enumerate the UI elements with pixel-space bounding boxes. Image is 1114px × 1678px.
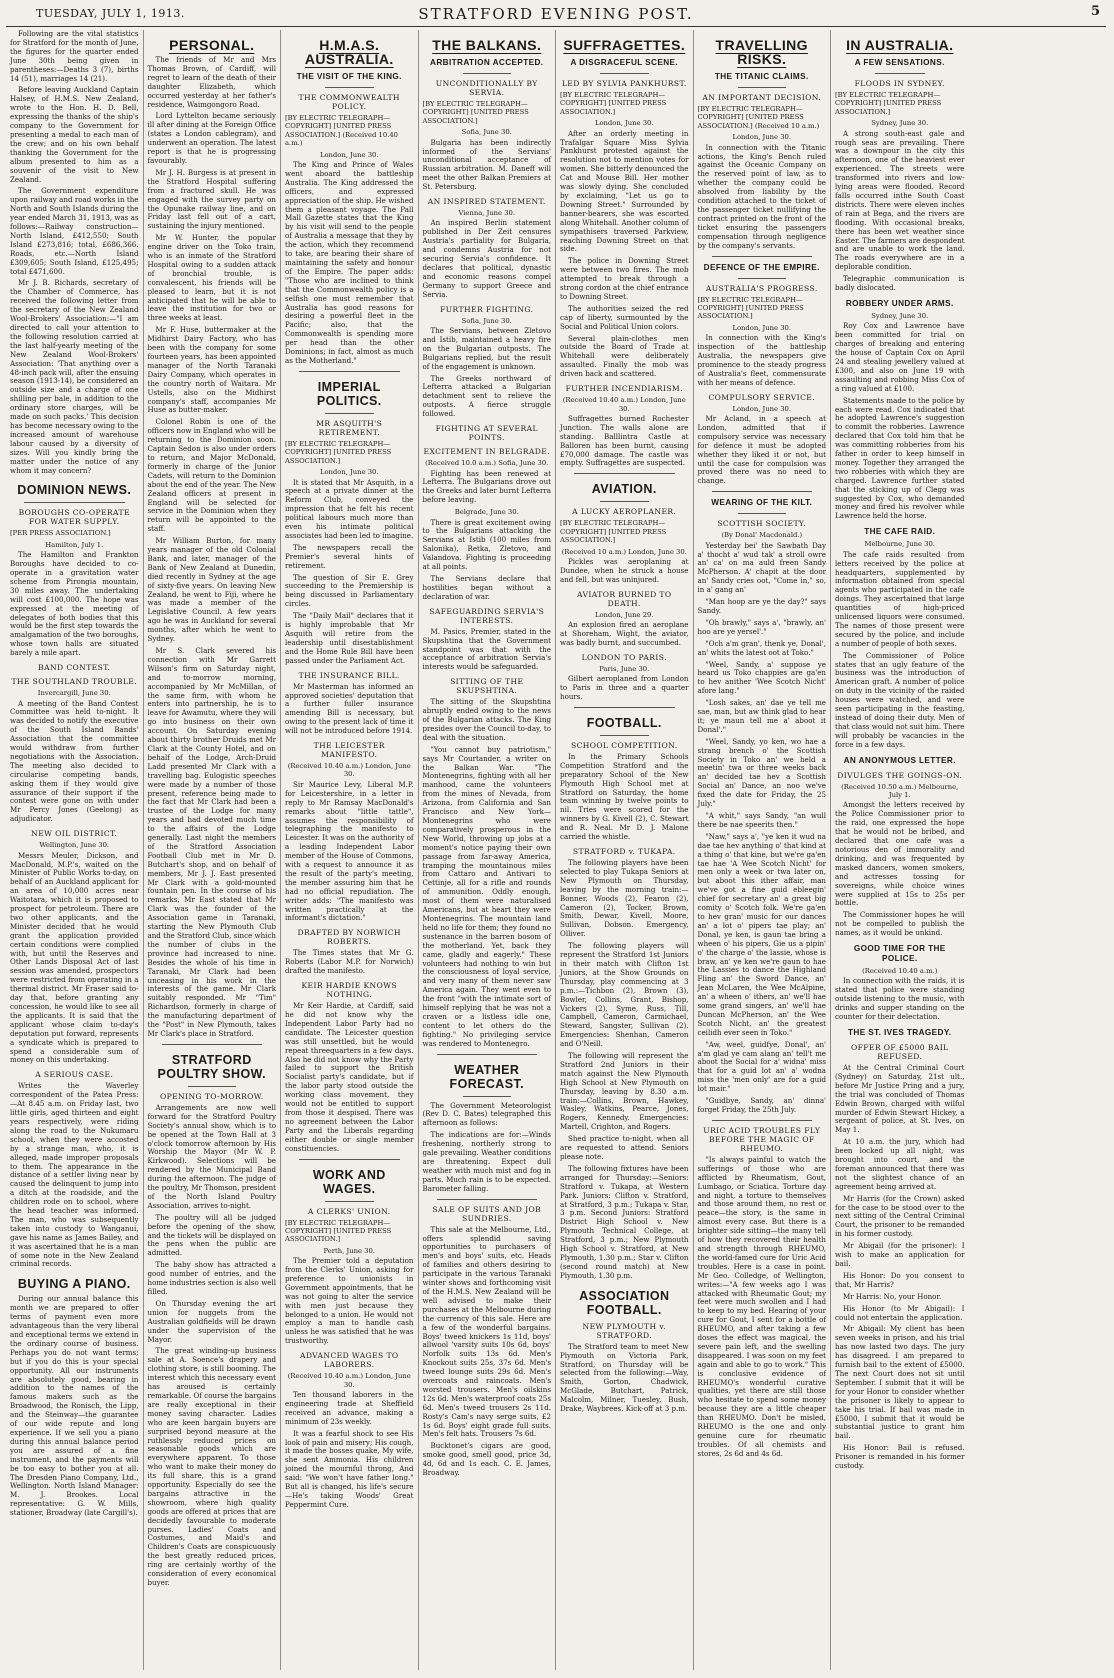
divider [712, 1120, 813, 1121]
article-paragraph: Mr Harris: No, your Honor. [843, 1291, 942, 1301]
article-paragraph: Mr J. B. Richards, secretary of the Chamber of Commerce, has received the following letter from the secretary of the New Zealand Wool-Brokers' Association:—"I am directed to call your attention to the following resolution carried at the last half-yearly meeting of the New Zealand Wool-Brokers' Association: 'That anything over a 48-inch pack will, after the ensuing season (1913-14), be considered an outside size and a charge of one shilling per bale, in addition to the ordinary store charges, will be made on such packs.' This decision has become necessary owing to the increased amount of warehouse labour caused by a diversity of sizes. Will you kindly bring the matter under the notice of any whom it may concern? [10, 278, 139, 475]
subheadline: A DISGRACEFUL SCENE. [570, 58, 679, 67]
paper-name: STRATFORD EVENING POST. [418, 5, 694, 23]
section-heading: FIGHTING AT SEVERAL POINTS. [435, 424, 538, 443]
article-paragraph: His Honor: Do you consent to that, Mr Harris? [835, 1270, 965, 1289]
subheadline: THE TITANIC CLAIMS. [714, 72, 809, 81]
article-paragraph: Pickles was aeroplaning at Dundee, when he struck a house and fell, but was uninjured. [560, 556, 689, 584]
section-heading: COMPULSORY SERVICE. [708, 392, 816, 402]
dateline: London, June 29. [594, 610, 654, 619]
article-paragraph: Fighting has been renewed at Lefterra. The Bulgarians drove out the Greeks and later burnt Lefterra before leaving. [422, 468, 551, 505]
article-paragraph: After an orderly meeting in Trafalgar Square Miss Sylvia Pankhurst protested against the resolution not to mention votes for women. She bitterly denounced the Cat and Mouse Bill. Her mother was slowly dying. She concluded by exclaiming, "Let us go to Downing Street." Surrounded by banner-bearers, she was escorted along Whitehall. Another column of sympathisers traversed Parkview, reaching Downing Street on that side. [560, 128, 689, 254]
wire-credit: [PER PRESS ASSOCIATION.] [10, 529, 111, 538]
section-heading: A CLERKS' UNION. [307, 1206, 391, 1216]
section-heading: EXCITEMENT IN BELGRADE. [423, 447, 550, 457]
article-paragraph: It is stated that Mr Asquith, in a speech at a private dinner at the Reform Club, conveyed the impression that he felt his recent political labours much more than even his intimate political associates had been led to imagine. [285, 477, 414, 540]
subheadline: ROBBERY UNDER ARMS. [845, 298, 954, 308]
column-2 [144, 30, 282, 1670]
section-heading: SAFEGUARDING SERVIA'S INTERESTS. [429, 606, 545, 625]
wire-credit: [BY ELECTRIC TELEGRAPH—COPYRIGHT] [UNITED PRESS ASSOCIATION.] [285, 1218, 392, 1244]
subheadline: WEARING OF THE KILT. [711, 498, 813, 508]
wire-credit: [BY ELECTRIC TELEGRAPH—COPYRIGHT] [UNITED PRESS ASSOCIATION.] [422, 100, 529, 125]
article-paragraph: Shed practice to-night, when all are requested to attend. Seniors please note. [560, 1134, 689, 1161]
section-heading: ADVANCED WAGES TO LABORERS. [299, 1351, 399, 1370]
article-paragraph: Sir Maurice Levy, Liberal M.P. for Leicestershire, in a letter in reply to Mr Ramsay MacDonald's remarks about "little tattle", assumes the responsibility of telegraphing the manifesto to Leicester. It was on the authority of a leading Independent Labor member of the House of Commons, with a request to announce it as the result of the party's meeting, the member assuring him that he had no official repudiation. The writer adds: "The manifesto was written practically at the informant's dictation." [285, 779, 414, 923]
article-paragraph: During our annual balance this month we are prepared to offer terms of payment even more advantageous than the very liberal and exceptional terms we extend in the ordinary course of business. Perhaps you do not want terms; but if you do this is your special opportunity. All our instruments are absolutely good, bearing in addition to the names of the famous makers such as the Broadwood, the Ronisch, the Lipp, and the Steinway—the guarantee of our wide repute and long experience. If we sell you a piano during this annual balance period you are assured of a fine instrument, and the payments will be too easy to bother you at all. The Dresden Piano Company, Ltd., Wellington. North Island Manager: M. J. Brookes. Local representative: G. W. Mills, stationer, Broadway (late Cargill's). [10, 1294, 139, 1518]
section-heading: SCOTTISH SOCIETY. [717, 519, 807, 529]
section-heading: KEIR HARDIE KNOWS NOTHING. [301, 981, 398, 1000]
article-paragraph: The friends of Mr and Mrs Thomas Brown, of Cardiff, will regret to learn of the death of their daughter Elizabeth, which occurred yesterday at her father's residence, Waimgongoro Road. [147, 55, 276, 109]
article-paragraph: Mr Abigail (for the prisoner): I wish to make an application for bail. [835, 1241, 965, 1268]
article-paragraph: "Aw, weel, guidfye, Donal', an' a'm glad ye cam alang an' tell't me aboot the Social for a' widna' miss that for a guid lot an' a' wodna miss the 'men only' are for a guid lot mair." [697, 1039, 826, 1094]
section-heading: MR ASQUITH'S RETIREMENT. [316, 418, 383, 437]
article-paragraph: In the Primary Schools Competition Stratford and the preparatory School of the New Plymouth High School met at Stratford on Saturday, the home team winning by twelve points to nil. Tries were scored for the winners by G. Kivell (2), C. Stewart and R. Neal. Mr D. J. Malone carried the whistle. [560, 751, 689, 842]
article-paragraph: An inspired Berlin statement published in Der Zeit censures Austria's partiality for Bulgaria, and condemns Austria for not securing Servia's confidence. It declares that political, dynastic and economic reasons compel Germany to support Greece and Servia. [422, 218, 551, 299]
columns [6, 30, 1106, 1670]
article-paragraph: The indications are for:—Winds freshening, northerly strong to gale prevailing. Weather conditions are threatening. Expect dull weather with much mist and fog in parts. Much rain is to be expected. Barometer falling. [422, 1130, 551, 1193]
dateline: Sydney, June 30. [871, 311, 929, 320]
headline: WORK AND WAGES. [312, 1167, 386, 1196]
divider [463, 1096, 512, 1097]
article-paragraph: Mr F. Huse, buttermaker at the Midhirst Dairy Factory, who has been with the company for some fourteen years, has been appointed manager of the North Taranaki Dairy Company, which operates in the country north of Waitara. Mr Ustells, also on the Midhirst company's staff, accompanies Mr Huse as butter-maker. [147, 325, 276, 415]
section-heading: AUSTRALIA'S PROGRESS. [705, 283, 818, 293]
article-paragraph: Mr Abigail: My client has been seven weeks in prison, and his trial has now lasted two days. The jury has disagreed. I am prepared to furnish bail to the extent of £5000. The next Court does not sit until September. I submit that it will be for your Honor to consider whether the prisoner is likely to appear to take his trial. If bail was made in £5000, I submit that it would be substantial justice to grant him bail. [835, 1324, 965, 1441]
article-paragraph: Amongst the letters received by the Police Commissioner prior to the raid, one expressed the hope that he would not be bribed, and declared that one cafe was a notorious den of immorality and drinking, and was frequented by masked dancers, women smokers, and actresses tossing for sovereigns, while choice wines were supplied at 15s to 25s per bottle. [835, 800, 965, 908]
divider [600, 501, 649, 502]
dateline: Invercargill, June 30. [37, 689, 111, 698]
article-paragraph: Statements made to the police by each were read. Cox indicated that he adopted Lawrence's suggestion to commit the robberies. Lawrence declared that Cox told him that he was committing robberies from his father in order to keep himself in money. Together they arranged the two robberies with which they are charged. Lawrence further stated that the sticking up of Clegg was suggested by Cox, who demanded money and fired his revolver while Lawrence held the horse. [835, 395, 965, 521]
dateline: Belgrade, June 30. [454, 508, 519, 517]
divider [325, 87, 374, 88]
dateline: London, June 30. [319, 150, 379, 159]
dateline: (Received 10.0 a.m.) Sofia, June 30. [425, 459, 549, 468]
article-paragraph: The following players have been selected to play Tukapa Seniors at New Plymouth on Thursday, leaving by the morning train:—Bonner, Woods (2), Fearon (2), Cameron (2), Tocker, Brown, Smith, Dewar, Kivell, Moore, Sullivan, Dobson. Emergency, Olliver. [560, 858, 689, 939]
section-heading: OPENING TO-MORROW. [159, 1091, 264, 1101]
article-paragraph: The sitting of the Skupshtina abruptly ended owing to the news of the Bulgarian attacks. The King presides over the Council to-day, to deal with the situation. [422, 697, 551, 742]
section-heading: SALE OF SUITS AND JOB SUNDRIES. [432, 1204, 542, 1223]
article-paragraph: "Weel, Sandy, a' suppose ye heard us Toko chappies are ga'en to hev anither 'Wee Scotch Nicht' afore lang." [697, 659, 826, 696]
article-paragraph: His Honor (to Mr Abigail): I could not entertain the application. [835, 1303, 965, 1322]
article-paragraph: Telegraphic communication is badly dislocated. [835, 274, 965, 293]
article-paragraph: The Government Meteorologist (Rev D. C. Bates) telegraphed this afternoon as follows: [422, 1100, 551, 1128]
column-3 [281, 30, 419, 1670]
section-heading: THE COMMONWEALTH POLICY. [298, 93, 400, 111]
headline: AVIATION. [591, 482, 657, 497]
article-paragraph: The Greeks northward of Lefterra attacked a Bulgarian detachment sent to relieve the outposts. A fierce struggle followed. [422, 373, 551, 419]
dateline: Hamilton, July 1. [45, 540, 104, 549]
article-paragraph: Several plain-clothes men outside the Board of Trade at Whitehall were deliberately assaulted. Finally the mob was driven back and scattered. [560, 333, 689, 379]
article-paragraph: M. Pasics, Premier, stated in the Skupshtina that the Government standpoint was that with the acceptance of arbitration Servia's interests would be safeguarded. [422, 626, 551, 672]
column-1 [6, 30, 144, 1670]
section-heading: A SERIOUS CASE. [35, 1070, 114, 1080]
section-heading: STRATFORD v. TUKAPA. [572, 847, 676, 856]
divider [437, 1054, 538, 1055]
column-6 [694, 30, 832, 1670]
section-heading: DRAFTED BY NORWICH ROBERTS. [297, 928, 401, 947]
dateline: (Received 10.40 a.m.) London, June 30. [287, 1372, 411, 1389]
dateline: (By Donal' Macdonald.) [721, 531, 803, 540]
dateline: London, June 30. [594, 119, 654, 128]
divider [600, 73, 649, 74]
divider [188, 1086, 237, 1087]
column-4 [419, 30, 557, 1670]
headline: BUYING A PIANO. [17, 1277, 131, 1292]
article-paragraph: The Commissioner of Police states that an ugly feature of the business was the introduction of American graft. A number of police on duty in the vicinity of the raided houses were watched, and were seen participating in the feasting, instead of doing their duty. Men of that class would not suit him. There will probably be vacancies in the force in a few days. [835, 650, 965, 749]
article-paragraph: It was a fearful shock to see His look of pain and misery; His cough, it made the bosses quake, My wife, she sent Ammonia. His children joined the mournful throng, And said: "We won't have father long." But all is changed, his life's secure—He's taking Woods' Great Peppermint Cure. [285, 1428, 414, 1509]
article-paragraph: His Honor: Bail is refused. Prisoner is remanded in his former custody. [835, 1443, 965, 1471]
article-paragraph: The Commissioner hopes he will not be compelled to publish the names, as it would be unkind. [835, 910, 965, 938]
article-paragraph: The cafe raids resulted from letters received by the police at headquarters, supplemented by information obtained from special agents who participated in the cafe doings. They ascertained that large quantities of high-priced unlicensed liquors were consumed. The names of those present were secured by the police, and include a number of people of both sexes. [835, 549, 965, 648]
article-paragraph: Writes the Waverley correspondent of the Patea Press:—At 8.45 a.m. on Friday last, two little girls, aged thirteen and eight years respectively, were riding along the road to the Nukumaru school, when they were accosted by a strange man, who, it is alleged, made improper proposals to them. The appearance in the distance of a settler living near by caused the delinquent to jump into a ditch at the roadside, and the children rode on to school, where the head teacher was informed. The man, who was subsequently taken into custody to Wanganui, gave his name as James Bailey, and it was ascertained that he is a man of some note in the New Zealand criminal records. [10, 1081, 139, 1269]
article-paragraph: The King and Prince of Wales went aboard the battleship Australia. The King addressed the officers, and expressed appreciation of the ship. He wished them a pleasant voyage. The Pall Mall Gazette states that the King by his visit will send to the people of Australia a message that they by the action, which they recommend to take, are bearing their share of maintaining the safety and honour of the Empire. The paper adds: "Those who are inclined to think that the Commonwealth policy is a selfish one must remember that Australia has good reasons for desiring a powerful fleet in the Pacific; also, that the Commonwealth is spending more per head than the other Dominions; in fact, almost as much as the Motherland." [285, 160, 414, 365]
article-paragraph: The Servians declare that hostilities began without a declaration of war. [422, 573, 551, 601]
page-number: 5 [1090, 4, 1100, 19]
article-paragraph: Mr S. Clark severed his connection with Mr Garrett Wilson's firm on Saturday night, and to-morrow morning, accompanied by Mr McMillan, of the same firm, with whom he enters into partnership, he is to leave for Awamutu, where they will go into business on their own account. On Saturday evening about thirty brother Druids met Mr Clark at the County Hotel, and on behalf of the Lodge, Arch-Druid Ladd presented Mr Clark with a travelling bag. Eulogistic speeches were made by a number of those present, reference being made to the fact that Mr Clark had been a trustee of the Lodge for many years and had devoted much time to the affairs of the Lodge generally. Last night the members of the Stratford Association Football Club met in Mr D. Butchart's shop, and on behalf of members, Mr J. J. East presented Mr Clark with a gold-mounted fountain pen. In the course of his remarks, Mr East stated that Mr Clark was the founder of the Association game in Taranaki, starting the New Plymouth Club and the Stratford Club, since which the number of clubs in the province had increased to nine. Besides the whole of his time in Taranaki, Mr Clark had been unceasing in his work in the interests of the game. Mr Clark suitably responded. Mr "Tim" Richardson, formerly in charge of the manufacturing department of the "Post" in New Plymouth, takes Mr Clark's place in Stratford. [147, 646, 276, 1038]
dateline: Paris, June 30. [599, 664, 650, 673]
divider [325, 413, 374, 414]
article-paragraph: Suffragettes burned Rochester Junction. The walls alone are standing. Balllintra Castle at Balloren has been burnt, causing £70,000 damage. The castle was empty. Suffragettes are suspected. [560, 413, 689, 468]
article-paragraph: Messrs Meuler, Dickson, and MacDonald, M.P.'s, waited on the Minister of Public Works to-day, on behalf of an Auckland applicant for an area of 10,000 acres near Waitotara, which it is proposed to prospect for petroleum. There are two other applicants, and the Minister decided that he would grant the application provided certain conditions were complied with, but until the Reserves and Other Lands Disposal Act of last session was amended, prospectors were restricted from operating in a thermal district. Mr Fraser said to-day that, before granting any concession, he would like to see all the applicants. It is said that the applicant whose claim to-day's deputation put forward, represents a syndicate which is prepared to spend a considerable sum of money on this undertaking. [10, 850, 139, 1065]
dateline: London, June 30. [732, 133, 792, 142]
article-paragraph: The Stratford team to meet New Plymouth on Victoria Park, Stratford, on Thursday will be selected from the following:—Way, Smith, Gorton, Chadwick, McGlade, Butchart, Patrick, Malcolm, Milner, Tuesley, Bush, Drake, Waybrees. Kick-off at 3 p.m. [560, 1341, 689, 1414]
dateline: Wellington, June 30. [39, 841, 110, 850]
wire-credit: [BY ELECTRIC TELEGRAPH—COPYRIGHT] [UNITED PRESS ASSOCIATION.] [835, 91, 942, 116]
headline: TRAVELLING RISKS. [715, 37, 808, 67]
article-paragraph: Mr Acland, in a speech at London, admitted that if compulsory service was necessary for defence it must be adopted whether they liked it or not, but until the case for compulsion was proved there was no need to change. [697, 413, 826, 486]
dateline: Sofia, June 30. [461, 128, 512, 137]
article-paragraph: Arrangements are now well forward for the Stratford Poultry Society's annual show, which is to be opened at the Town Hall at 3 o'clock tomorrow afternoon by His Worship the Mayor (Mr W. P. Kirkwood). Selections will be rendered by the Municipal Band during the afternoon. The judge of the poultry, Mr Thomson, president of the North Island Poultry Association, arrives to-night. [147, 1102, 276, 1210]
section-heading: SCHOOL COMPETITION. [570, 740, 678, 750]
article-paragraph: A meeting of the Band Contest Committee was held to-night. It was decided to notify the executive of the South Island Bands' Association that the committee would withdraw from further negotiations with the Association. The meeting also decided to circularise competing bands, asking them if they would give assurance of their support if the contest were gone on with under Mr Percy Jones (Geelong) as adjudicator. [10, 698, 139, 824]
headline: H.M.A.S. AUSTRALIA. [304, 37, 394, 67]
divider [325, 1201, 374, 1202]
divider [299, 1159, 400, 1160]
divider [574, 707, 675, 708]
section-heading: LED BY SYLVIA PANKHURST. [561, 79, 687, 88]
dateline: (Received 10.50 a.m.) Melbourne, July 1. [841, 782, 959, 800]
column-5 [556, 30, 694, 1670]
divider [600, 735, 649, 736]
article-paragraph: On Thursday evening the art union for nuggets from the Australian goldfields will be drawn under the supervision of the Mayor. [147, 1298, 276, 1344]
article-paragraph: "A whit," says Sandy, "an wull there be nae speerits then." [697, 811, 826, 829]
article-paragraph: Yesterday bei' the Sawbath Day a' thocht a' wud tak' a stroll owre an' ca' on ma auld freen Sandy McPherson. A' chapit at the door an' Sandy cries oot, "Come in," so, in a' gang an' [697, 540, 826, 595]
section-heading: AN IMPORTANT DECISION. [702, 93, 822, 102]
section-heading: THE LEICESTER MANIFESTO. [313, 741, 385, 760]
article-paragraph: Mr J. H. Burgess is at present in the Stratford Hospital suffering from a fractured skull. He was engaged with the survey party on the Opunake railway line, and on Friday last fell out of a cart, sustaining the injury mentioned. [147, 167, 276, 231]
dateline: (Received 10 a.m.) London, June 30. [561, 547, 687, 556]
article-paragraph: "Guidbye, Sandy, an' dinna' forget Friday, the 25th July. [697, 1096, 826, 1114]
section-heading: BAND CONTEST. [38, 663, 111, 673]
dateline: (Received 10.40 a.m.) London, June 30. [287, 762, 411, 779]
article-paragraph: The Government expenditure upon railway and road works in the North and South Islands during the year ended March 31, 1913, was as follows:—Railway construction—North Island, £412,550; South Island £273,816; total, £686,366. Roads, etc.—North Island £309,605; South Island, £125,495; total £471,600. [10, 186, 139, 276]
section-heading: AVIATOR BURNED TO DEATH. [576, 589, 672, 608]
section-heading: LONDON TO PARIS. [581, 652, 667, 662]
article-paragraph: The following fixtures have been arranged for Thursday:—Seniors: Stratford v. Tukapa, at Western Park. Juniors: Clifton v. Stratford, at Stratford, 3 p.m.; Tukapa v. Star, 3 p.m. Second Juniors: Stratford District High School v. New Plymouth Technical College, at Stratford, 3 p.m.; New Plymouth High School v. Stratford, at New Plymouth, 1.30 p.m.; Star v. Clifton (second round match) at New Plymouth, 1.30 p.m. [560, 1163, 689, 1280]
dateline: London, June 30. [732, 404, 792, 413]
article-paragraph: The "Daily Mail" declares that it is highly improbable that Mr Asquith will retire from the leadership until disestablishment and the Home Rule Bill have been passed under the Parliament Act. [285, 611, 414, 665]
article-paragraph: Colonel Robin is one of the officers now in England who will be returning to the Dominion soon. Captain Sedon is also under orders to return, and Major McDonald, formerly in charge of the Junior Cadets, will return to the Dominion about the end of the year. The New Zealand officers at present in England will be selected for service in the Dominion when they return will be appointed to the staff. [147, 417, 276, 534]
divider [24, 502, 125, 503]
article-paragraph: In connection with the King's inspection of the battleship Australia, the newspapers give prominence to the steady progress of Australia's fleet, commensurate with her means of defence. [697, 333, 826, 387]
newspaper-page [6, 4, 1106, 1670]
dateline: Sydney, June 30. [871, 119, 929, 128]
article-paragraph: "Och a'm gran', thenk ye, Donal', an' whits the latest oot at Toko." [697, 638, 826, 657]
headline: PERSONAL. [169, 37, 255, 53]
masthead [6, 4, 1106, 27]
article-paragraph: "Man hoop are ye the day?" says Sandy. [697, 597, 826, 615]
article-paragraph: Roy Cox and Lawrence have been committed for trial on charges of breaking and entering the house of Captain Cox on April 24 and stealing jewellery valued at £300, and also on June 19 with assaulting and robbing Miss Cox of a ring valued at £100. [835, 321, 965, 393]
article-paragraph: "Losh sakes, an' dae ye tell me sae, man, but aw think glad to hear it; ye maun tell me a' aboot it Donal'." [697, 698, 826, 734]
article-paragraph: There is great excitement owing to the Bulgarians attacking the Servians at Istib (100 miles from Salonika), Retka, Zletovo, and Valandova. Fighting is proceeding at all points. [422, 517, 551, 572]
article-paragraph: The baby show has attracted a good number of entries, and the home industries section is also well filled. [147, 1260, 276, 1296]
section-heading: SITTING OF THE SKUPSHTINA. [450, 677, 524, 696]
wire-credit: [BY ELECTRIC TELEGRAPH—COPYRIGHT] [UNITED PRESS ASSOCIATION.] (Received 10.40 a.m.) [285, 114, 398, 148]
article-paragraph: The Servians, between Zletovo and Istib, maintained a heavy fire on the Bulgarian outposts. The Bulgarians replied, but the result of the engagement is unknown. [422, 326, 551, 371]
article-paragraph: Ten thousand laborers in the engineering trade at Sheffield received an advance, making a minimum of 23s weekly. [285, 1390, 414, 1426]
article-paragraph: At 10 a.m. the jury, which had been locked up all night, was brought into court, and the foreman announced that there was not the slightest chance of an agreement being arrived at. [835, 1137, 965, 1191]
subheadline: DEFENCE OF THE EMPIRE. [703, 262, 820, 272]
wire-credit: [BY ELECTRIC TELEGRAPH—COPYRIGHT] [UNITED PRESS ASSOCIATION.] [285, 439, 392, 465]
article-paragraph: Lord Lyttelton became seriously ill after dining at the Foreign Office (states a London cablegram), and underwent an operation. The latest report is that he is progressing favourably. [147, 111, 276, 165]
dateline: London, June 30. [319, 468, 379, 477]
headline: SUFFRAGETTES. [563, 37, 686, 53]
subheadline: AN ANONYMOUS LETTER. [843, 755, 956, 765]
article-paragraph: "Weel, Sandy, yo ken, wo hae a strang brench o' the Scottish Society in Toko an' we held a meetin' twa or three weeks back an' decided tae hev a Scottish Social an' Dance, an noo we've fixed the date for Friday, the 25 July." [697, 736, 826, 809]
wire-credit: [BY ELECTRIC TELEGRAPH—COPYRIGHT] [UNITED PRESS ASSOCIATION.] [697, 295, 804, 321]
section-heading: OFFER OF £5000 BAIL REFUSED. [850, 1042, 949, 1061]
divider [875, 73, 925, 74]
article-paragraph: The police in Downing Street were between two fires. The mob attempted to break through a strong cordon at the chief entrance to Downing Street. [560, 256, 689, 301]
divider [712, 256, 813, 257]
article-paragraph: The following players will represent the Stratford 1st Juniors in their match with Clifton 1st Juniors, at the Show Grounds on Thursday, play commencing at 3 p.m.:—Tichbon (2), Brown (3), Bowler, Collins, Grant, Bishop, Vickers (2), Syme, Russ, Till, Campbell, Cameron, Carmichael, Steward, Sangster, Sullivan (2). Emergencies: Shenhan, Cameron and O'Neill. [560, 941, 689, 1049]
section-heading: FLOODS IN SYDNEY. [854, 79, 945, 88]
article-paragraph: Bucktonet's cigars are good, smoke good, smell good, price 3d, 4d, 6d and 1s each. C. E. James, Broadway. [422, 1441, 551, 1478]
dateline: London, June 30. [732, 323, 792, 332]
section-heading: AN INSPIRED STATEMENT. [427, 197, 546, 207]
article-paragraph: Before leaving Auckland Captain Halsey, of H.M.S. New Zealand, wrote to the Hon. H. D. Bell, expressing the thanks of the ship's company to the Government for presenting a medal to each man of the crew; and on his own behalf thanking the Government for the album presented to him as a souvenir of the visit to New Zealand. [10, 85, 139, 184]
article-paragraph: A strong south-east gale and rough seas are prevailing. There was a downpour in the city this afternoon, one of the heaviest ever experienced. The streets were transformed into rivers and low-lying areas were flooded. Record falls occurred inthe South Coast districts. There were eleven inches of rain at Bega, and the rivers are flooding. With occasional breaks, there has been wet weather since Easter. The farmers are despondent and are unable to work the land. The roads everywhere are in a deplorable condition. [835, 128, 965, 272]
headline: FOOTBALL. [586, 715, 662, 730]
divider [738, 87, 787, 88]
divider [437, 1199, 538, 1200]
subheadline: THE VISIT OF THE KING. [296, 72, 402, 81]
article-paragraph: Mr Harris (for the Crown) asked for the case to be stood over to the next sitting of the Central Criminal Court, the prisoner to be remanded in his former custody. [835, 1193, 965, 1239]
divider [574, 473, 675, 474]
subheadline: A FEW SENSATIONS. [854, 58, 945, 67]
divider [738, 278, 787, 279]
headline: IN AUSTRALIA. [846, 37, 954, 53]
subheadline: GOOD TIME FOR THE POLICE. [853, 944, 946, 964]
subheadline: ARBITRATION ACCEPTED. [430, 58, 544, 67]
article-paragraph: "Oh brawly," says a', "brawly, an' hoo are ye yersel'." [697, 617, 826, 636]
wire-credit: [BY ELECTRIC TELEGRAPH—COPYRIGHT] [UNITED PRESS ASSOCIATION.] (Received 10 a.m.) [697, 105, 820, 130]
article-paragraph: Mr Masterman has informed an approved societies' deputation that a further fuller insurance amending Bill is necessary, but owing to the present lack of time it will not be introduced before 1914. [285, 681, 414, 736]
wire-credit: [BY ELECTRIC TELEGRAPH—COPYRIGHT] [UNITED PRESS ASSOCIATION.] [560, 91, 667, 116]
article-paragraph: In connection with the raids, it is stated that police were standing outside listening to the music, with drinks and supper standing on the counter for their delectation. [835, 976, 965, 1022]
divider [162, 1044, 263, 1045]
article-paragraph: In connection with the Titanic actions, the King's Bench ruled against the Oceanic Company on the reserved point of law, as to whether the company could be absolved from liability by the condition attached to the ticket of the passenger ticket nullifying the contract printed on the front of the ticket ensuring the passengers compensation through negligence by the company's servants. [697, 142, 826, 250]
section-heading: URIC ACID TROUBLES FLY BEFORE THE MAGIC OF RHEUMO. [703, 1125, 821, 1153]
article-paragraph: The Hamilton and Frankton Boroughs have decided to co-operate in a gravitation water scheme from Pirongia mountain, 30 miles away. The undertaking will cost £100,000. The hope was expressed at the meeting of delegates of both bodies that this would be the first step towards the amalgamation of the two boroughs, whose town halls are situated barely a mile apart. [10, 550, 139, 658]
section-heading: FURTHER FIGHTING. [440, 304, 534, 314]
article-paragraph: Following are the vital statistics for Stratford for the month of June, the figures for the quarter ended June 30th being given in parentheses:—Deaths 3 (7), births 14 (51), marriages 14 (21). [10, 30, 139, 83]
section-heading: A LUCKY AEROPLANER. [572, 507, 677, 517]
section-heading: THE SOUTHLAND TROUBLE. [11, 677, 138, 687]
article-paragraph: Mr Keir Hardie, at Cardiff, said he did not know why the Independent Labor Party had no candidate. The Leicester question was still unsettled, but he would repeat threequarters in a few days. Also he did not know why the Party failed to support the British Socialist party's candidate, but if the labor party stood outside the working class movement, they would not be entitled to support from those it despised. There was no agreement between the Labor Party and the Liberals regarding either double or single member constituencies. [285, 1001, 414, 1153]
column-7 [831, 30, 969, 1670]
headline: THE BALKANS. [432, 37, 542, 53]
article-paragraph: "Naw," says a', "ye ken it wud na dae tae hev anything o' that kind at a thing o' that kine, but we're ga'en tae hae 'A Wee Scotch Nicht' for men only a week or twa later on, but aboot this ither affair, man we've got a fine guid ebleegin' chief for secretary an' a great big comity o' Scotch folk. We're ga'en to hev gran' music for our dances an' a lot o' pipers tae play; an' Donal, ye ken, is gaun tae bring a wheen o' his pipers, Gie us a pipin' o' the charge o' the lassie, whose is braw, an' ye ken we're gaun to hae the Lassies to dance the Highland Fling an' the Sword Dance, an' Jean McLaren, the Wee McAlpine, an' a wheen o' ithers, an' we'll hae some grand singers, an' we'll hae Duncan McPherson, an' the Wee Scotch Nicht, an' the greatest ceilidh ever seen in Toko." [697, 831, 826, 1037]
section-heading: NEW OIL DISTRICT. [31, 829, 118, 839]
wire-credit: [BY ELECTRIC TELEGRAPH—COPYRIGHT] [UNITED PRESS ASSOCIATION.] [560, 519, 667, 545]
dateline: Sofia, June 30. [461, 316, 512, 325]
article-paragraph: Mr W. Hunter, the popular engine driver on the Toko train, who is an inmate of the Stratford Hospital owing to a sudden attack of bronchial trouble, is convalescent, his friends will be pleased to learn, but it is not anticipated that he will be able to leave the institution for two or three weeks at least. [147, 233, 276, 323]
article-paragraph: Gilbert aeroplaned from London to Paris in three and a quarter hours. [560, 674, 689, 702]
headline: DOMINION NEWS. [17, 483, 132, 498]
section-heading: FURTHER INCENDIARISM. [565, 384, 683, 394]
dateline: (Received 10.40 a.m.) [862, 967, 938, 976]
article-paragraph: The question of Sir E. Grey succeeding to the Premiership is being discussed in Parliamentary circles. [285, 572, 414, 609]
divider [463, 73, 512, 74]
article-paragraph: The newspapers recall the Premier's several hints of retirement. [285, 542, 414, 570]
article-paragraph: The great winding-up business sale at A. Soence's drapery and clothing store, is still booming. The interest which this necessary event has aroused is certainly remarkable. Of course the bargains are really exceptional in their money saving character. Ladies who are keen bargain buyers are surprised beyond measure at the ruthlessly reduced prices on seasonable goods which are everywhere apparent. To those who want to make their money do its full share, this is a grand opportunity. Especially do see the bargains attractive in the showroom, where high quality goods are offered at prices that are decidedly favourable to moderate purses. Ladies' Coats and Costumes, and Maid's and Children's Coats are conspicuously the best greatly reduced prices, ring are certainly worthy of the consideration of every economical buyer. [147, 1346, 276, 1587]
article-paragraph: The Premier told a deputation from the Clerks' Union, asking for preference to unionists in Government appointments, that he was not going to alter the service with men just because they belonged to a union. He would not employ a man to handle cash unless he was satisfied that he was trustworthy. [285, 1256, 414, 1346]
subheadline: THE CAFE RAID. [864, 527, 936, 537]
divider [738, 513, 787, 514]
article-paragraph: The following will represent the Stratford 2nd Juniors in their match against the New Plymouth High School at New Plymouth on Thursday, leaving by 8.30 a.m. train:—Collins, Brown, Hawkey, Wasley, Watkins, Pearce, Jones, Rogers, Kennedy. Emergencies: Martell, Crighton, and Rogers. [560, 1051, 689, 1132]
headline: WEATHER FORECAST. [449, 1062, 524, 1091]
section-heading: DIVULGES THE GOINGS-ON. [837, 770, 963, 780]
subheadline: THE ST. IVES TRAGEDY. [848, 1027, 952, 1037]
section-heading: NEW PLYMOUTH v. STRATFORD. [582, 1321, 666, 1340]
headline: ASSOCIATION FOOTBALL. [579, 1288, 670, 1317]
dateline: Perth, June 30. [323, 1246, 375, 1255]
article-paragraph: An explosion fired an aeroplane at Shoreham, Wight, the aviator, was badly burnt, and succumbed. [560, 620, 689, 647]
article-paragraph: Mr William Burton, for many years manager of the old Colonial Bank, and later, manager of the Bank of New Zealand at Dunedin, died recently in Sydney at the age of sixty-five years. On leaving New Zealand, he went to Fiji, where he was made a member of the Legislative Council. A few years ago he was in Auckland for several months, after which he went to Sydney. [147, 536, 276, 644]
headline: STRATFORD POULTRY SHOW. [157, 1052, 266, 1081]
article-paragraph: The poultry will all be judged before the opening of the show, and the tickets will be displayed on the pens when the public are admitted. [147, 1212, 276, 1258]
divider [712, 491, 813, 492]
article-paragraph: At the Central Criminal Court (Sydney) on Saturday, 21st ult., before Mr Justice Pring and a jury, the trial was concluded of Thomas Edwin Brown, charged with wilful murder of Edwin Stewart Hickey, a sergeant of police, at St. Ives, on May 1. [835, 1062, 965, 1135]
article-paragraph: This sale at the Melbourne, Ltd., offers splendid saving opportunities to purchasers of men's and boys' suits, etc. Heads of families and others desiring to participate in the various Taranaki winter shows and forthcoming visit of the H.M.S. New Zealand will be well advised to make their purchases at the Melbourne during the currency of this sale. Here are a few of the wonderful bargains. Boys' tweed knickers 1s 11d, boys' allwool 'varsity suits 10s 6d, boys' Norfolk suits 13s 6d. Men's Knockout suits 25s, 37s 6d. Men's tweed lounge suits 29s 6d. Men's overcoats and raincoats. Men's worsted trousers. Men's oilskins 12s 6d. Men's waterproof coats 25s 6d. Men's tweed trousers 2s 11d. Rosty's Cam's navy serge suits, £2 1s 6d. Boys' eight grade full suits. Men's felt hats. Trousers 7s 6d. [422, 1224, 551, 1439]
article-paragraph: "You cannot buy patriotism," says Mr Courtander, a writer on the Balkan War. "The Montenegrins, fighting with all her manhood, came the volunteers from the mines of Nevada, from Arizona, from California and San Francisco and New York—Montenegrins who were comparatively prosperous in the New World, throwing up jobs at a moment's notice paying their own passage from far-away America, tramping the mountainous miles from Cattaro and Antivari to Cettinje, all for a rifle and rounds of ammunition. Oddly enough, most of them were naturalised Americans, but at heart they were Montenegrins. The mountain land held no life for them; they found no sustenance in the barren bosom of the motherland. Yet, back they came, gladly and eagerly." These volunteers had nothing to win but the consciousness of loyal service, and very many of them never saw America again. They went even to the front "with the intimate sort of himself replying that he was not a craven or a listless idle one, content to let others do the fighting." No privileging service was rendered to Montenegro. [422, 744, 551, 1048]
article-paragraph: "Is always painful to watch the sufferings of those who are afflicted by Rheumatism, Gout, Lumbago, or Sciatica. Torture day and night, a torture to themselves and those around them, no rest or peace—the story, is the same in almost every case. But there is a brighter side sitting—the many tell of how they recovered their health and strength through RHEUMO, the world-famed cure for Uric Acid troubles. Here is a case in point. Mr Geo. Colledge, of Wellington, writes:—"A few weeks ago I was attacked with Rheumatic Gout; my feet were much swollen and I had to keep to my bed. Hearing of your cure for Gout, I sent for a bottle of RHEUMO, and after taking a few doses the effect was magical, the severe pain left, and the swelling disappeared. I was soon on my feet again and able to go to work." This is conclusive evidence of RHEUMO's wonderful curative qualities, yet there are still those who hesitate to spend some money because they are a little cheaper than RHEUMO. Don't be misled, RHEUMO is the one and only genuine cure for rheumatic troubles. Of all chemists and stores, 2s 6d and 4s 6d. [697, 1154, 826, 1458]
dateline: Melbourne, June 30. [864, 540, 935, 549]
divider [299, 371, 400, 372]
article-paragraph: The Times states that Mr G. Roberts (Labor M.P. for Norwich) drafted the manifesto. [285, 948, 414, 976]
dateline: Vienna, June 30. [458, 209, 516, 218]
section-heading: THE INSURANCE BILL. [298, 670, 400, 680]
section-heading: BOROUGHS CO-OPERATE FOR WATER SUPPLY. [18, 508, 130, 527]
article-paragraph: Bulgaria has been indirectly informed of the Servians' unconditional acceptance of Russian arbitration. M. Daneff will meet the other Balkan Premiers at St. Petersburg. [422, 137, 551, 192]
article-paragraph: The authorities seized the red cap of liberty, surmounted by the Social and Political Union colors. [560, 303, 689, 331]
issue-date: TUESDAY, JULY 1, 1913. [36, 7, 185, 20]
dateline: (Received 10.40 a.m.) London, June 30. [562, 396, 686, 413]
section-heading: UNCONDITIONALLY BY SERVIA. [435, 79, 538, 97]
headline: IMPERIAL POLITICS. [316, 379, 382, 408]
